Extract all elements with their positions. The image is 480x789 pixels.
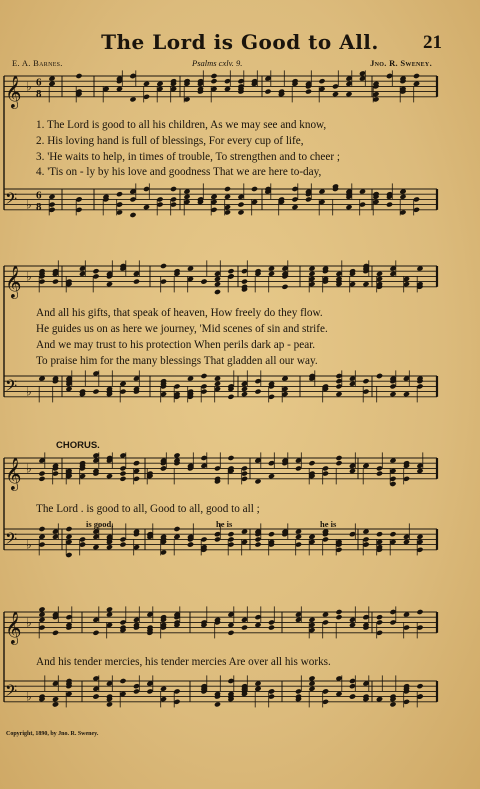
notehead [38, 471, 45, 477]
copyright-notice: Copyright, 1890, by Jno. R. Sweney. [6, 731, 99, 737]
notehead [200, 279, 207, 285]
notehead [227, 531, 234, 537]
flat-icon: ♭ [26, 537, 32, 552]
staff [4, 452, 437, 490]
notehead [335, 460, 342, 466]
notehead [52, 630, 59, 636]
treble-clef-icon: 𝄞 [5, 610, 22, 644]
notehead [237, 202, 244, 208]
notehead [281, 284, 288, 290]
notehead [200, 373, 207, 379]
notehead [75, 73, 82, 79]
notehead [224, 186, 231, 192]
notehead [227, 455, 234, 461]
notehead [241, 279, 248, 285]
notehead [264, 89, 271, 95]
poet-credit: E. A. Barnes. [12, 58, 63, 68]
chorus-alto-2: he is [216, 519, 233, 529]
hymn-title: The Lord is Good to All. [101, 30, 379, 54]
time-signature-bottom: 8 [36, 200, 42, 213]
notehead [187, 542, 194, 548]
notehead [349, 694, 356, 700]
notehead [335, 609, 342, 615]
verse-line-3: 3. 'He waits to help, in times of trouble, To strengthen and to cheer ; [36, 151, 340, 163]
staff [4, 70, 437, 108]
notehead [210, 78, 217, 84]
flat-icon: ♭ [26, 79, 32, 94]
bass-clef-icon: 𝄢 [5, 681, 18, 704]
notehead [268, 625, 275, 631]
scripture-reference: Psalms cxlv. 9. [192, 58, 243, 68]
staff [4, 183, 437, 218]
bass-clef-icon: 𝄢 [5, 376, 18, 399]
notehead [241, 625, 248, 631]
verse-line-4: 4. 'Tis on - ly by his love and goodness That we are here to-day, [36, 166, 322, 178]
chorus-label: CHORUS. [56, 440, 100, 451]
notehead [133, 460, 140, 466]
bass-clef-icon: 𝄢 [5, 529, 18, 552]
flat-icon: ♭ [26, 197, 32, 212]
notehead [251, 186, 258, 192]
notehead [376, 531, 383, 537]
notehead [376, 471, 383, 477]
notehead [227, 268, 234, 274]
notehead [254, 542, 261, 548]
verse-line-2: 2. His loving hand is full of blessings, For every cup of life, [36, 135, 304, 147]
notehead [308, 460, 315, 466]
notehead [227, 394, 234, 400]
staff [4, 606, 437, 644]
verse-line-1: 1. The Lord is good to all his children, As we may see and know, [36, 119, 327, 131]
flat-icon: ♭ [26, 461, 32, 476]
chorus-alto-3: he is [320, 519, 337, 529]
composer-credit: Jno. R. Sweney. [370, 58, 432, 68]
notehead [116, 191, 123, 197]
notehead [362, 378, 369, 384]
notehead [389, 531, 396, 537]
verse-line-8: To praise him for the many blessings That gladden all our way. [36, 355, 318, 367]
notehead [92, 630, 99, 636]
page-number: 21 [423, 32, 442, 53]
time-signature-top: 6 [36, 189, 42, 202]
notehead [254, 389, 261, 395]
notehead [416, 683, 423, 689]
verse-line-6: He guides us on as here we journey, 'Mid scenes of sin and strife. [36, 323, 328, 335]
notehead [129, 212, 136, 218]
time-signature-bottom: 8 [36, 87, 42, 100]
notehead [413, 73, 420, 79]
notehead [92, 389, 99, 395]
notehead [210, 73, 217, 79]
notehead [416, 609, 423, 615]
notehead [173, 526, 180, 532]
notehead [119, 471, 126, 477]
chorus-line-2: And his tender mercies, his tender mercies Are over all his works. [36, 656, 331, 668]
staff [4, 260, 437, 298]
notehead [52, 279, 59, 285]
bass-clef-icon: 𝄢 [5, 189, 18, 212]
notehead [65, 526, 72, 532]
notehead [335, 455, 342, 461]
notehead [119, 678, 126, 684]
treble-clef-icon: 𝄞 [5, 74, 22, 108]
notehead [376, 373, 383, 379]
treble-clef-icon: 𝄞 [5, 456, 22, 490]
notehead [133, 279, 140, 285]
flat-icon: ♭ [26, 615, 32, 630]
notehead [305, 89, 312, 95]
notehead [119, 476, 126, 482]
flat-icon: ♭ [26, 384, 32, 399]
notehead [119, 542, 126, 548]
notehead [38, 476, 45, 482]
chorus-alto-1: is good, [86, 519, 114, 529]
flat-icon: ♭ [26, 269, 32, 284]
flat-icon: ♭ [26, 689, 32, 704]
chorus-line-1: The Lord . is good to all, Good to all, good to all ; [36, 503, 260, 515]
notehead [318, 78, 325, 84]
notehead [214, 289, 221, 295]
notehead [92, 694, 99, 700]
notehead [386, 202, 393, 208]
notehead [38, 526, 45, 532]
notehead [376, 614, 383, 620]
treble-clef-icon: 𝄞 [5, 264, 22, 298]
verse-line-7: And we may trust to his protection When perils dark ap - pear. [36, 339, 316, 351]
notehead [268, 531, 275, 537]
staff [4, 370, 437, 402]
notehead [92, 268, 99, 274]
time-signature-top: 6 [36, 76, 42, 89]
verse-line-5: And all his gifts, that speak of heaven, How freely do they flow. [36, 307, 323, 319]
staff [4, 675, 437, 707]
notehead [227, 630, 234, 636]
notehead [170, 186, 177, 192]
notehead [160, 263, 167, 269]
notehead [335, 614, 342, 620]
